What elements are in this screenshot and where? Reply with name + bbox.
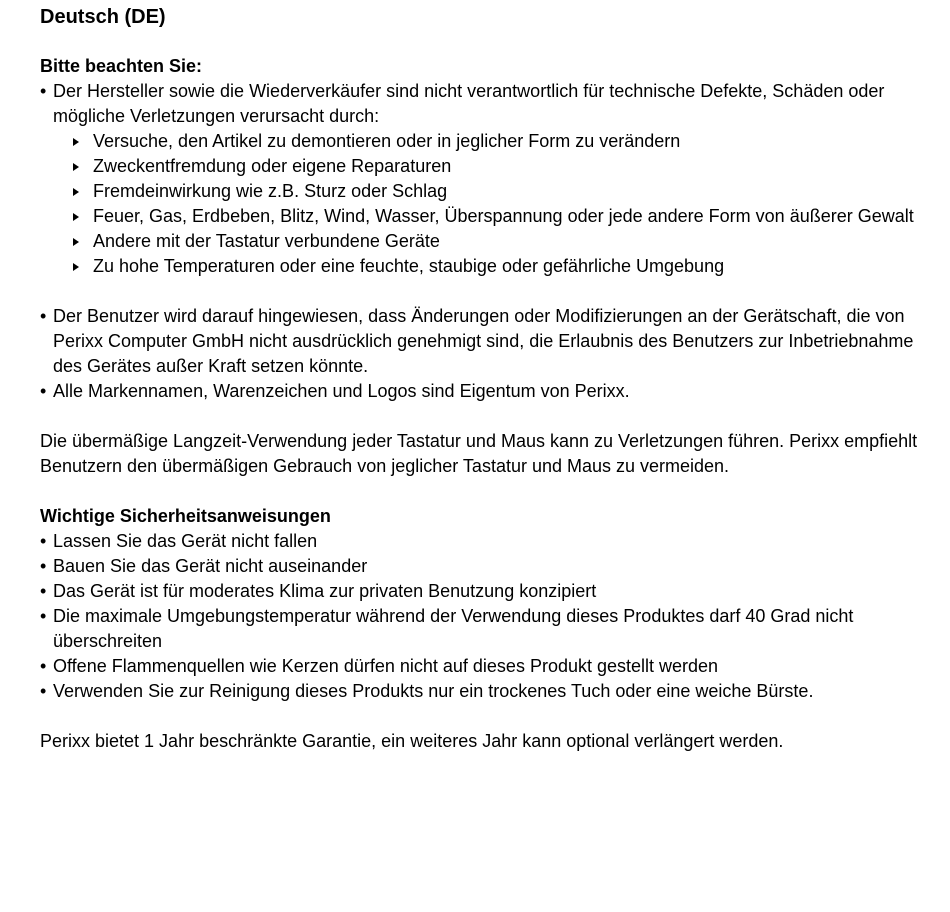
cause-item <box>93 154 920 179</box>
triangle-bullet-icon <box>73 213 79 221</box>
notice-bullet-manufacturer <box>40 79 920 279</box>
notice-title: Bitte beachten Sie: <box>40 56 203 76</box>
safety-item: • Verwenden Sie zur Reinigung dieses Produkts nur ein trockenes Tuch oder eine weiche Bürste. <box>40 679 920 704</box>
triangle-bullet-icon <box>73 263 79 271</box>
safety-item: • Die maximale Umgebungstemperatur während der Verwendung dieses Produktes darf 40 Grad nicht überschreiten <box>40 604 920 654</box>
document-page <box>40 4 920 754</box>
causes-list <box>53 129 920 279</box>
cause-text: Fremdeinwirkung wie z.B. Sturz oder Schlag <box>93 181 448 201</box>
usage-warning: Die übermäßige Langzeit-Verwendung jeder Tastatur und Maus kann zu Verletzungen führen. Perixx empfiehlt Benutzern den übermäßigen Gebrauch von jeglicher Tastatur und Maus zu vermeiden. <box>40 431 918 476</box>
cause-item <box>93 204 920 229</box>
safety-title: Wichtige Sicherheitsanweisungen <box>40 506 331 526</box>
cause-text: Versuche, den Artikel zu demontieren oder in jeglicher Form zu verändern <box>93 131 681 151</box>
cause-item <box>93 229 920 254</box>
safety-list <box>40 529 920 704</box>
spacer <box>40 30 920 54</box>
safety-item: • Bauen Sie das Gerät nicht auseinander <box>40 554 920 579</box>
warranty-text: Perixx bietet 1 Jahr beschränkte Garantie, ein weiteres Jahr kann optional verlängert werden. <box>40 731 784 751</box>
notice-list <box>40 79 920 279</box>
cause-item <box>93 129 920 154</box>
notice-bullet-text: Der Hersteller sowie die Wiederverkäufer sind nicht verantwortlich für technische Defekte, Schäden oder mögliche Verletzungen verursacht durch: <box>53 81 885 126</box>
notice-list-continued <box>40 304 920 404</box>
notice-bullet-trademarks: • Alle Markennamen, Warenzeichen und Logos sind Eigentum von Perixx. <box>40 379 920 404</box>
spacer <box>40 279 920 304</box>
notice-bullet-modifications: • Der Benutzer wird darauf hingewiesen, dass Änderungen oder Modifizierungen an der Gerätschaft, die von Perixx Computer GmbH nicht ausdrücklich genehmigt sind, die Erlaubnis des Benutzers zur Inbetriebnahme des Gerätes außer Kraft setzen könnte. <box>40 304 920 379</box>
cause-text: Zweckentfremdung oder eigene Reparaturen <box>93 156 452 176</box>
spacer <box>40 404 920 429</box>
triangle-bullet-icon <box>73 138 79 146</box>
spacer <box>40 704 920 729</box>
safety-item: • Das Gerät ist für moderates Klima zur privaten Benutzung konzipiert <box>40 579 920 604</box>
cause-item <box>93 254 920 279</box>
cause-item <box>93 179 920 204</box>
cause-text: Feuer, Gas, Erdbeben, Blitz, Wind, Wasser, Überspannung oder jede andere Form von äußerer Gewalt <box>93 206 914 226</box>
language-heading: Deutsch (DE) <box>40 6 166 28</box>
cause-text: Andere mit der Tastatur verbundene Geräte <box>93 231 440 251</box>
triangle-bullet-icon <box>73 238 79 246</box>
safety-item: • Lassen Sie das Gerät nicht fallen <box>40 529 920 554</box>
triangle-bullet-icon <box>73 188 79 196</box>
cause-text: Zu hohe Temperaturen oder eine feuchte, staubige oder gefährliche Umgebung <box>93 256 725 276</box>
triangle-bullet-icon <box>73 163 79 171</box>
safety-item: • Offene Flammenquellen wie Kerzen dürfen nicht auf dieses Produkt gestellt werden <box>40 654 920 679</box>
spacer <box>40 479 920 504</box>
